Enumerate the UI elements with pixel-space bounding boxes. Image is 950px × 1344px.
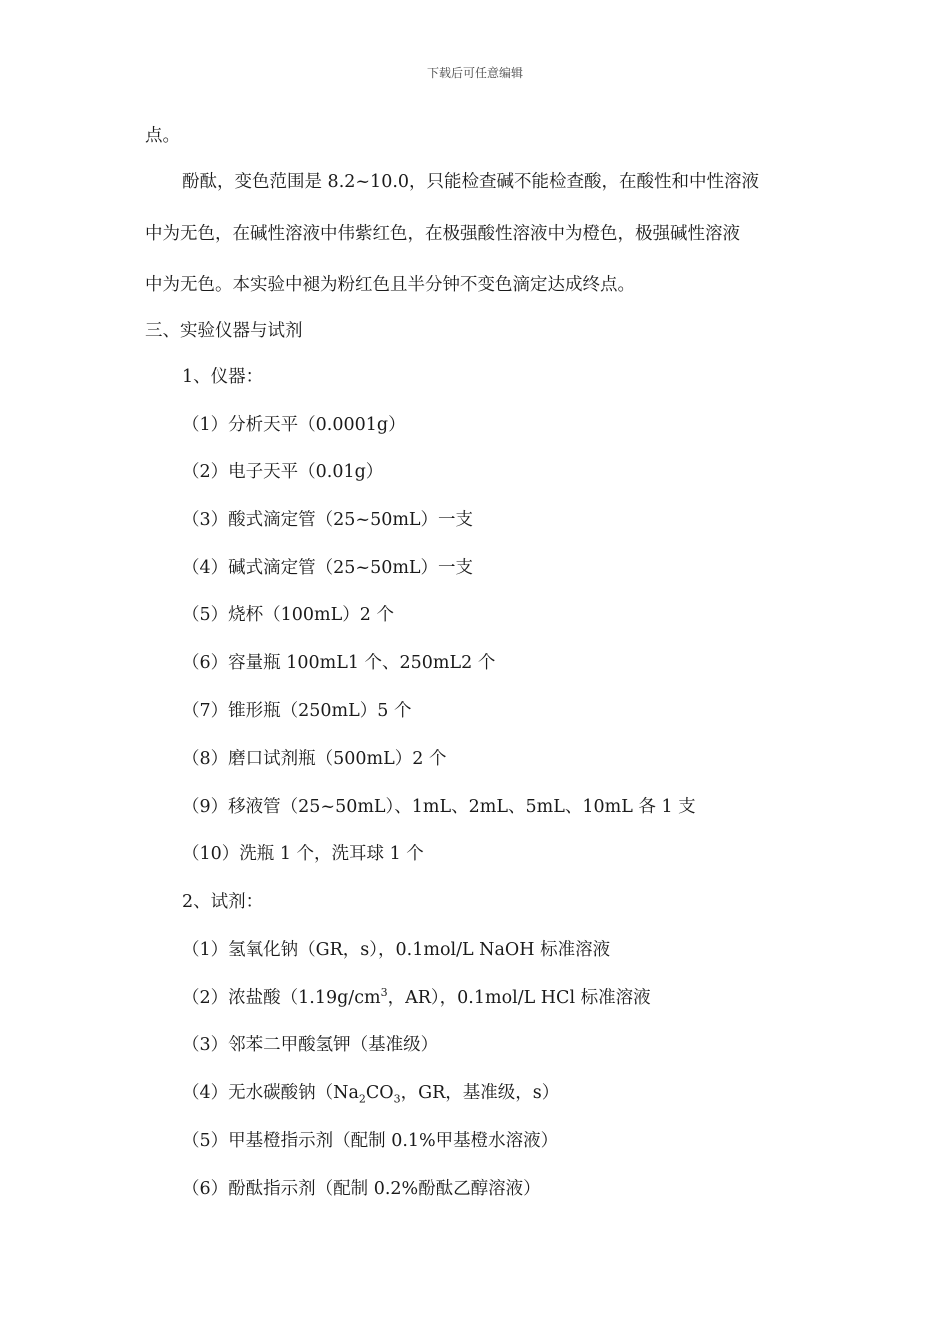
instrument-item: （6）容量瓶 100mL1 个、250mL2 个 xyxy=(182,653,496,673)
paragraph-continuation: 点。 xyxy=(145,126,180,146)
instruments-heading: 1、仪器： xyxy=(182,367,264,387)
instrument-item: （2）电子天平（0.01g） xyxy=(182,462,384,482)
section-heading-instruments-reagents: 三、实验仪器与试剂 xyxy=(145,321,303,341)
instrument-item: （8）磨口试剂瓶（500mL）2 个 xyxy=(182,749,447,769)
subscript: 2 xyxy=(358,1092,366,1106)
reagent-text: ，AR），0.1mol/L HCl 标准溶液 xyxy=(387,988,651,1008)
reagent-text: ，GR，基准级，s） xyxy=(400,1083,560,1103)
reagent-item xyxy=(182,986,651,1010)
reagent-item: （6）酚酞指示剂（配制 0.2%酚酞乙醇溶液） xyxy=(182,1179,541,1199)
phenolphthalein-line-1: 酚酞，变色范围是 8.2~10.0，只能检查碱不能检查酸，在酸性和中性溶液 xyxy=(182,172,760,192)
instrument-item: （9）移液管（25~50mL）、1mL、2mL、5mL、10mL 各 1 支 xyxy=(182,797,696,817)
reagent-item: （5）甲基橙指示剂（配制 0.1%甲基橙水溶液） xyxy=(182,1131,559,1151)
instrument-item: （1）分析天平（0.0001g） xyxy=(182,415,406,435)
instrument-item: （10）洗瓶 1 个，洗耳球 1 个 xyxy=(182,844,424,864)
reagent-text: CO xyxy=(365,1083,394,1103)
instrument-item: （7）锥形瓶（250mL）5 个 xyxy=(182,701,412,721)
page-header: 下载后可任意编辑 xyxy=(426,66,523,80)
reagent-text: （2）浓盐酸（1.19g/cm xyxy=(182,988,381,1008)
reagent-text: （4）无水碳酸钠（Na xyxy=(182,1083,359,1103)
instrument-item: （4）碱式滴定管（25~50mL）一支 xyxy=(182,558,474,578)
reagent-item: （1）氢氧化钠（GR，s），0.1mol/L NaOH 标准溶液 xyxy=(182,940,611,960)
phenolphthalein-line-2: 中为无色，在碱性溶液中伟紫红色，在极强酸性溶液中为橙色，极强碱性溶液 xyxy=(145,224,740,244)
reagent-item xyxy=(182,1081,559,1105)
reagent-item: （3）邻苯二甲酸氢钾（基准级） xyxy=(182,1035,439,1055)
instrument-item: （3）酸式滴定管（25~50mL）一支 xyxy=(182,510,474,530)
phenolphthalein-line-3: 中为无色。本实验中褪为粉红色且半分钟不变色滴定达成终点。 xyxy=(145,275,635,295)
instrument-item: （5）烧杯（100mL）2 个 xyxy=(182,605,394,625)
subscript: 3 xyxy=(393,1092,401,1106)
reagents-heading: 2、试剂： xyxy=(182,892,264,912)
superscript: 3 xyxy=(380,986,388,1000)
